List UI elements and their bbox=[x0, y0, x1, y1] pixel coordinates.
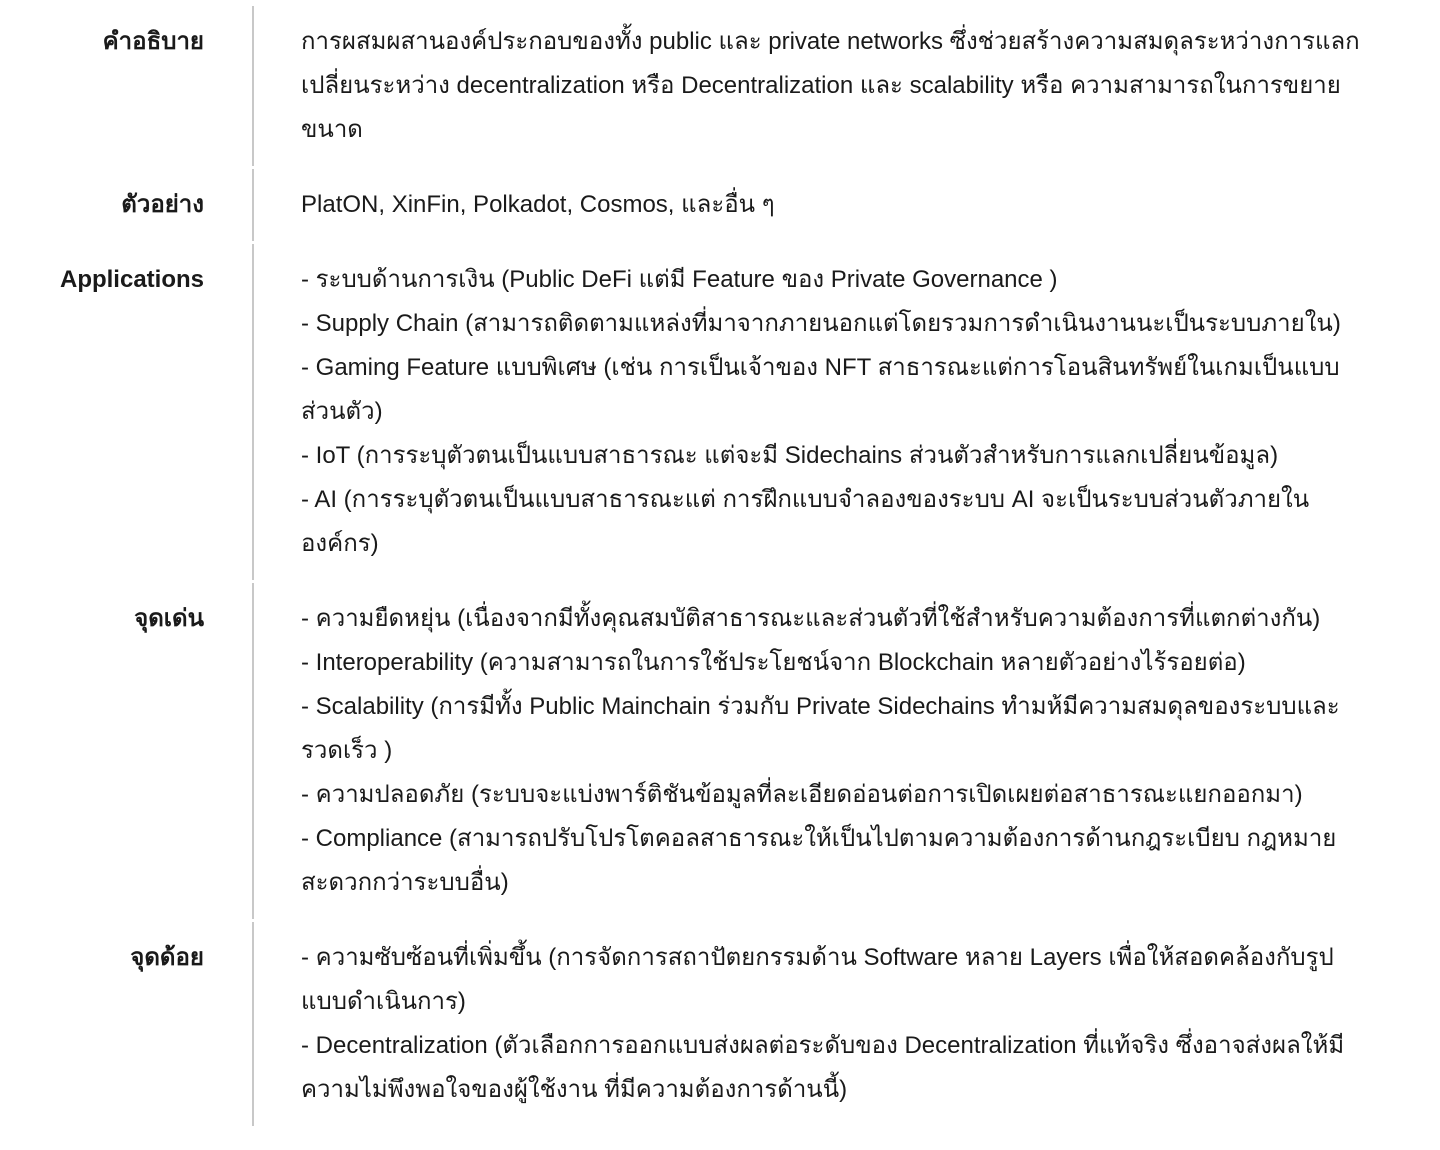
row-label: จุดเด่น bbox=[134, 605, 204, 632]
row-label: Applications bbox=[59, 266, 204, 293]
row-weaknesses bbox=[0, 922, 1440, 1126]
list-item: - Gaming Feature แบบพิเศษ (เช่น การเป็นเจ้าของ NFT สาธารณะแต่การโอนสินทรัพย์ในเกมเป็นแบบส่วนตัว) bbox=[301, 354, 1340, 425]
row-strengths bbox=[0, 583, 1440, 919]
list-item: - ความซับซ้อนที่เพิ่มขึ้น (การจัดการสถาปัตยกรรมด้าน Software หลาย Layers เพื่อให้สอดคล้องกับรูปแบบดำเนินการ) bbox=[301, 944, 1334, 1015]
list-item: - Decentralization (ตัวเลือกการออกแบบส่งผลต่อระดับของ Decentralization ที่แท้จริง ซึ่งอาจส่งผลให้มีความไม่พึงพอใจของผู้ใช้งาน ที่มีความต้องการด้านนี้) bbox=[301, 1032, 1345, 1103]
list-item: - IoT (การระบุตัวตนเป็นแบบสาธารณะ แต่จะมี Sidechains ส่วนตัวสำหรับการแลกเปลี่ยนข้อมูล) bbox=[301, 442, 1279, 469]
list-item: - AI (การระบุตัวตนเป็นแบบสาธารณะแต่ การฝึกแบบจำลองของระบบ AI จะเป็นระบบส่วนตัวภายในองค์กร) bbox=[301, 486, 1310, 557]
row-content bbox=[252, 922, 1372, 1126]
row-content bbox=[252, 583, 1372, 919]
row-label: ตัวอย่าง bbox=[121, 191, 204, 218]
row-applications bbox=[0, 244, 1440, 580]
row-content bbox=[252, 244, 1372, 580]
comparison-table bbox=[0, 6, 1440, 1129]
row-label: คำอธิบาย bbox=[102, 28, 204, 55]
row-content bbox=[252, 169, 1372, 241]
row-content bbox=[252, 6, 1372, 166]
row-description bbox=[0, 6, 1440, 166]
row-examples bbox=[0, 169, 1440, 241]
list-item: - ระบบด้านการเงิน (Public DeFi แต่มี Feature ของ Private Governance ) bbox=[301, 266, 1058, 293]
list-item: - Supply Chain (สามารถติดตามแหล่งที่มาจากภายนอกแต่โดยรวมการดำเนินงานนะเป็นระบบภายใน) bbox=[301, 310, 1341, 337]
row-label: จุดด้อย bbox=[130, 944, 204, 971]
list-item: - Interoperability (ความสามารถในการใช้ประโยชน์จาก Blockchain หลายตัวอย่างไร้รอยต่อ) bbox=[301, 649, 1246, 676]
list-item: - ความยืดหยุ่น (เนื่องจากมีทั้งคุณสมบัติสาธารณะและส่วนตัวที่ใช้สำหรับความต้องการที่แตกต่างกัน) bbox=[301, 605, 1321, 632]
list-item: - Scalability (การมีทั้ง Public Mainchain ร่วมกับ Private Sidechains ทำมห้มีความสมดุลของระบบและรวดเร็ว ) bbox=[301, 693, 1340, 764]
examples-text: PlatON, XinFin, Polkadot, Cosmos, และอื่น ๆ bbox=[301, 191, 775, 218]
description-text: การผสมผสานองค์ประกอบของทั้ง public และ private networks ซึ่งช่วยสร้างความสมดุลระหว่างการแลกเปลี่ยนระหว่าง decentralization หรือ Decentralization และ scalability หรือ ความสามารถในการขยายขนาด bbox=[301, 28, 1360, 143]
list-item: - ความปลอดภัย (ระบบจะแบ่งพาร์ติชันข้อมูลที่ละเอียดอ่อนต่อการเปิดเผยต่อสาธารณะแยกออกมา) bbox=[301, 781, 1303, 808]
list-item: - Compliance (สามารถปรับโปรโตคอลสาธารณะให้เป็นไปตามความต้องการด้านกฎระเบียบ กฎหมายสะดวกกว่าระบบอื่น) bbox=[301, 825, 1337, 896]
